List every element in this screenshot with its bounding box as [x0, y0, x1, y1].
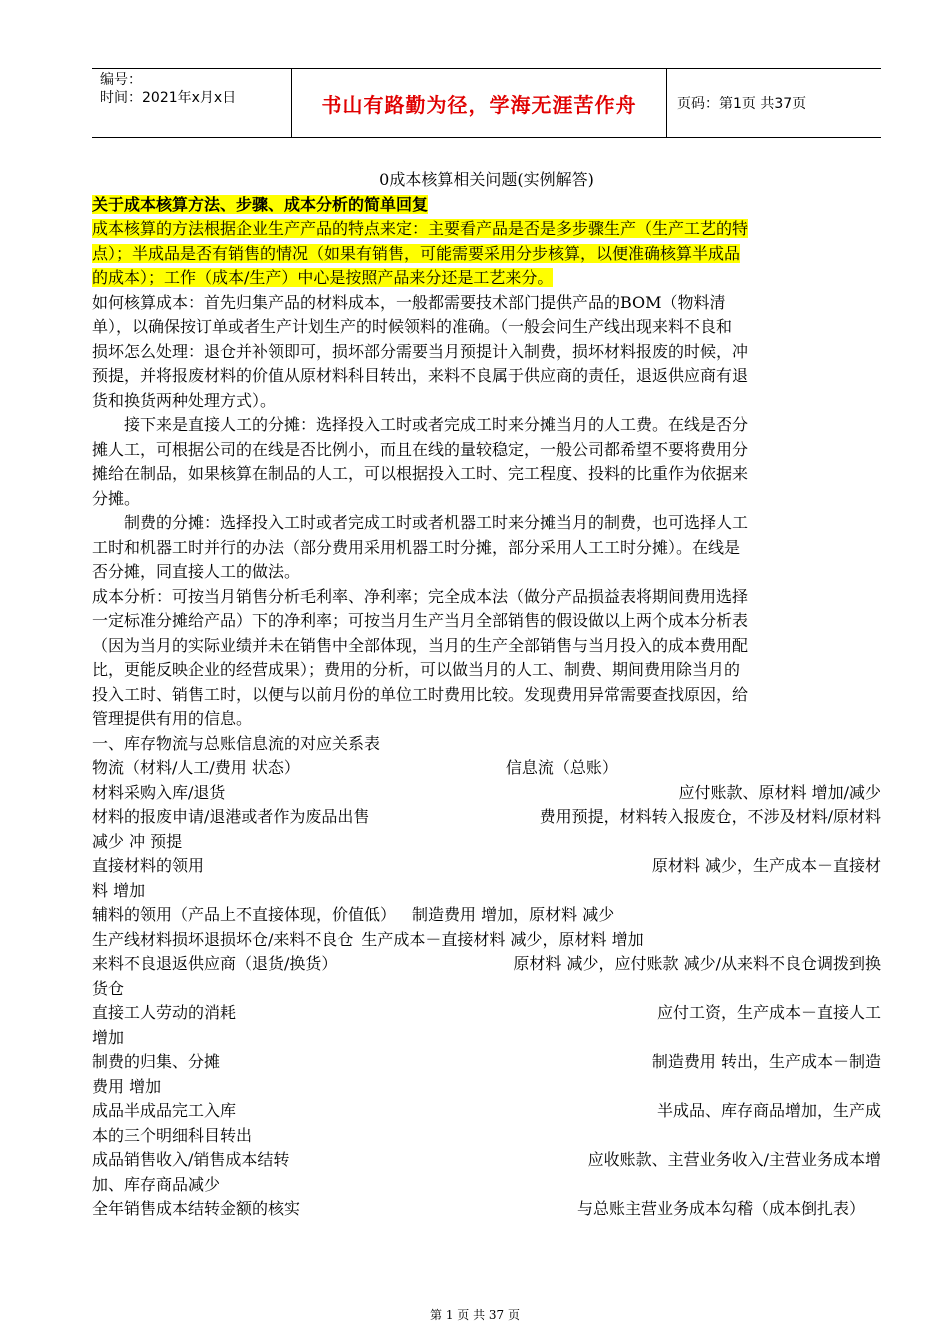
row-left: 辅料的领用（产品上不直接体现，价值低） — [92, 905, 397, 924]
highlighted-paragraph — [92, 217, 881, 291]
row-left: 直接工人劳动的消耗 — [92, 1003, 237, 1022]
page-footer: 第 1 页 共 37 页 — [430, 1308, 520, 1322]
row-left: 物流（材料/人工/费用 状态） — [92, 758, 300, 777]
row-left: 成品半成品完工入库 — [92, 1101, 237, 1120]
paragraph-line: 摊人工，可根据公司的在线是否比例小，而且在线的量较稳定，一般公司都希望不要将费用分 — [92, 439, 749, 459]
paragraph-line: 制费的分摊：选择投入工时或者完成工时或者机器工时来分摊当月的制费，也可选择人工 — [124, 513, 749, 532]
paragraph-line: 分摊。 — [92, 488, 141, 508]
row-right: 应付工资，生产成本－直接人工 — [656, 1003, 881, 1022]
row-continuation: 费用 增加 — [92, 1076, 162, 1096]
row-right: 信息流（总账） — [505, 758, 618, 777]
row-left: 成品销售收入/销售成本结转 — [92, 1150, 290, 1169]
row-right: 原材料 减少，生产成本－直接材 — [651, 856, 881, 875]
row-right: 半成品、库存商品增加，生产成 — [656, 1101, 881, 1120]
paragraph-line: （因为当月的实际业绩并未在销售中全部体现，当月的生产全部销售与当月投入的成本费用配 — [92, 635, 749, 655]
page-label: 页码：第1页 共37页 — [677, 96, 807, 112]
table-heading: 一、库存物流与总账信息流的对应关系表 — [92, 733, 381, 753]
section-heading-line — [92, 193, 881, 218]
table-row — [92, 1050, 881, 1075]
paragraph-line: 否分摊，同直接人工的做法。 — [92, 562, 301, 581]
row-right: 制造费用 增加，原材料 减少 — [412, 905, 615, 924]
table-row — [92, 928, 881, 953]
paragraph-cost-analysis — [92, 585, 881, 732]
highlighted-text: 点）；半成品是否有销售的情况（如果有销售，可能需要采用分步核算，以便准确核算半成品 — [92, 243, 741, 263]
row-continuation: 料 增加 — [92, 880, 146, 900]
mapping-table — [92, 756, 881, 1222]
highlighted-text: 成本核算的方法根据企业生产产品的特点来定：主要看产品是否是多步骤生产（生产工艺的特 — [92, 219, 749, 238]
header-meta-cell — [92, 69, 292, 137]
row-right: 与总账主营业务成本勾稽（成本倒扎表） — [576, 1199, 865, 1218]
document-body — [92, 168, 881, 1222]
table-row — [92, 1001, 881, 1026]
document-title: 0成本核算相关问题(实例解答) — [379, 170, 594, 189]
paragraph-line: 损坏怎么处理：退仓并补领即可，损坏部分需要当月预提计入制费，损坏材料报废的时候，冲 — [92, 341, 749, 361]
time-label: 时间：2021年x月x日 — [100, 90, 237, 106]
paragraph-cost-accounting — [92, 291, 881, 414]
paragraph-line: 预提，并将报废材料的价值从原材料科目转出，来料不良属于供应商的责任，退返供应商有退 — [92, 366, 749, 385]
row-left: 全年销售成本结转金额的核实 — [92, 1199, 301, 1218]
paragraph-line: 比，更能反映企业的经营成果）；费用的分析，可以做当月的人工、制费、期间费用除当月的 — [92, 660, 741, 679]
table-row — [92, 903, 881, 928]
paragraph-line: 一定标准分摊给产品）下的净利率；可按当月生产当月全部销售的假设做以上两个成本分析表 — [92, 611, 749, 630]
row-continuation: 增加 — [92, 1027, 125, 1047]
paragraph-line — [92, 217, 881, 242]
paragraph-line: 投入工时、销售工时，以便与以前月份的单位工时费用比较。发现费用异常需要查找原因，给 — [92, 684, 749, 704]
row-continuation: 加、库存商品减少 — [92, 1174, 221, 1194]
row-left: 材料采购入库/退货 — [92, 782, 226, 802]
section-heading: 关于成本核算方法、步骤、成本分析的简单回复 — [92, 194, 429, 214]
paragraph-line: 货和换货两种处理方式）。 — [92, 390, 277, 410]
table-row — [92, 952, 881, 977]
table-row — [92, 805, 881, 830]
row-left: 制费的归集、分摊 — [92, 1052, 221, 1071]
paragraph-line: 工时和机器工时并行的办法（部分费用采用机器工时分摊，部分采用人工工时分摊）。在线是 — [92, 537, 741, 557]
row-right: 应付账款、原材料 增加/减少 — [678, 782, 881, 802]
row-continuation: 货仓 — [92, 978, 125, 998]
row-left: 直接材料的领用 — [92, 856, 205, 875]
paragraph-line: 成本分析：可按当月销售分析毛利率、净利率；完全成本法（做分产品损益表将期间费用选择 — [92, 586, 749, 606]
row-left: 来料不良退返供应商（退货/换货） — [92, 954, 338, 973]
paragraph-direct-labor — [92, 413, 881, 511]
table-row — [92, 1197, 881, 1222]
number-label: 编号： — [100, 72, 142, 88]
row-right: 生产成本－直接材料 减少，原材料 增加 — [361, 929, 644, 949]
header-motto-cell — [292, 69, 667, 137]
row-right: 应收账款、主营业务收入/主营业务成本增 — [587, 1150, 881, 1169]
paragraph-line — [92, 242, 881, 267]
paragraph-line — [92, 266, 881, 291]
paragraph-line: 管理提供有用的信息。 — [92, 709, 253, 728]
table-row — [92, 781, 881, 806]
paragraph-line: 摊给在制品，如果核算在制品的人工，可以根据投入工时、完工程度、投料的比重作为依据来 — [92, 464, 749, 483]
paragraph-overhead — [92, 511, 881, 585]
row-right: 费用预提，材料转入报废仓，不涉及材料/原材料 — [539, 807, 881, 826]
row-continuation: 减少 冲 预提 — [92, 831, 183, 851]
paragraph-line: 单），以确保按订单或者生产计划生产的时候领料的准确。（一般会问生产线出现来料不良和 — [92, 317, 733, 336]
row-left: 材料的报废申请/退港或者作为废品出售 — [92, 807, 370, 826]
header-page-cell — [667, 69, 881, 137]
table-row — [92, 756, 881, 781]
paragraph-line: 接下来是直接人工的分摊：选择投入工时或者完成工时来分摊当月的人工费。在线是否分 — [124, 415, 749, 434]
paragraph-line: 如何核算成本：首先归集产品的材料成本，一般都需要技术部门提供产品的BOM（物料清 — [92, 292, 726, 312]
motto-text: 书山有路勤为径，学海无涯苦作舟 — [321, 92, 637, 117]
table-row — [92, 1099, 881, 1124]
highlighted-text: 的成本）；工作（成本/生产）中心是按照产品来分还是工艺来分。 — [92, 268, 554, 287]
row-right: 原材料 减少，应付账款 减少/从来料不良仓调拨到换 — [513, 954, 881, 973]
table-row — [92, 854, 881, 879]
row-continuation: 本的三个明细科目转出 — [92, 1125, 253, 1145]
table-row — [92, 1148, 881, 1173]
row-right: 制造费用 转出，生产成本－制造 — [651, 1052, 881, 1071]
row-left: 生产线材料损坏退损坏仓/来料不良仓 — [92, 929, 354, 949]
page-header — [92, 68, 881, 138]
